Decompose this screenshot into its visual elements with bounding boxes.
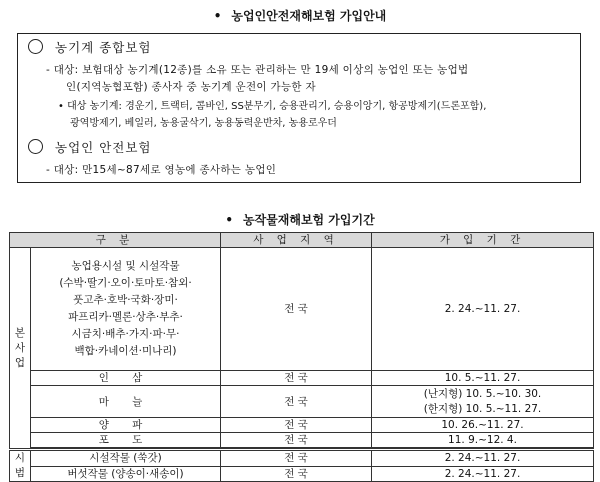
crop-name: 포 도 (31, 433, 221, 448)
period-cell: (난지형) 10. 5.~10. 30. (한지형) 10. 5.~11. 27. (372, 386, 594, 418)
machinery-list-line: • 대상 농기계: 경운기, 트랙터, 콤바인, SS분무기, 승용관리기, 승용이앙기, 항공방제기(드론포함), (58, 101, 487, 112)
machinery-insurance-heading: 농기계 종합보험 (28, 38, 152, 56)
region-cell: 전 국 (221, 450, 372, 467)
region-cell: 전 국 (221, 248, 372, 371)
header-region: 사 업 지 역 (221, 233, 372, 248)
table-row (10, 418, 594, 433)
farmer-target-line: - 대상: 만15세~87세로 영농에 종사하는 농업인 (46, 164, 277, 176)
period-cell: 2. 24.~11. 27. (372, 248, 594, 371)
period-cell: 10. 26.~11. 27. (372, 418, 594, 433)
crop-name: 양 파 (31, 418, 221, 433)
period-cell: 2. 24.~11. 27. (372, 450, 594, 467)
header-period: 가 입 기 간 (372, 233, 594, 248)
circle-icon (28, 139, 43, 154)
crop-name: 마 늘 (31, 386, 221, 418)
crop-name: 시설작물 (쑥갓) (31, 450, 221, 467)
bullet-icon: • (213, 9, 222, 23)
table-row (10, 433, 594, 448)
section1-title: • 농업인안전재해보험 가입안내 (213, 9, 387, 23)
group-main: 본 사 업 (10, 248, 31, 450)
period-cell: 10. 5.~11. 27. (372, 371, 594, 386)
group-pilot: 시 범 (10, 450, 31, 482)
enrollment-period-table (9, 232, 594, 482)
table-row (10, 466, 594, 481)
region-cell: 전 국 (221, 386, 372, 418)
section2-title: • 농작물재해보험 가입기간 (225, 213, 375, 227)
region-cell: 전 국 (221, 433, 372, 448)
crop-name: 버섯작물 (양송이·새송이) (31, 466, 221, 481)
machinery-target-line-2: 인(지역농협포함) 종사자 중 농기계 운전이 가능한 자 (66, 81, 316, 93)
crop-name: 농업용시설 및 시설작물 (수박·딸기·오이·토마토·참외· 풋고추·호박·국화·장미· 파프리카·멜론·상추·부추· 시금치·배추·가지·파·무· 백합·카네이션·미나리) (31, 248, 221, 371)
farmer-insurance-heading: 농업인 안전보험 (28, 138, 152, 156)
table-row (10, 248, 594, 371)
machinery-target-line: - 대상: 보험대상 농기계(12종)를 소유 또는 관리하는 만 19세 이상의 농업인 또는 농업법 (46, 64, 469, 76)
crop-name: 인 삼 (31, 371, 221, 386)
region-cell: 전 국 (221, 466, 372, 481)
header-category: 구 분 (10, 233, 221, 248)
circle-icon (28, 39, 43, 54)
machinery-list-line-2: 광역방제기, 베일러, 농용굴삭기, 농용동력운반차, 농용로우더 (70, 118, 337, 129)
bullet-icon: • (225, 213, 233, 227)
region-cell: 전 국 (221, 371, 372, 386)
insurance-info-box (17, 33, 581, 183)
region-cell: 전 국 (221, 418, 372, 433)
period-cell: 11. 9.~12. 4. (372, 433, 594, 448)
table-header-row (10, 233, 594, 248)
table-row (10, 371, 594, 386)
table-row (10, 386, 594, 418)
table-row (10, 450, 594, 467)
period-cell: 2. 24.~11. 27. (372, 466, 594, 481)
